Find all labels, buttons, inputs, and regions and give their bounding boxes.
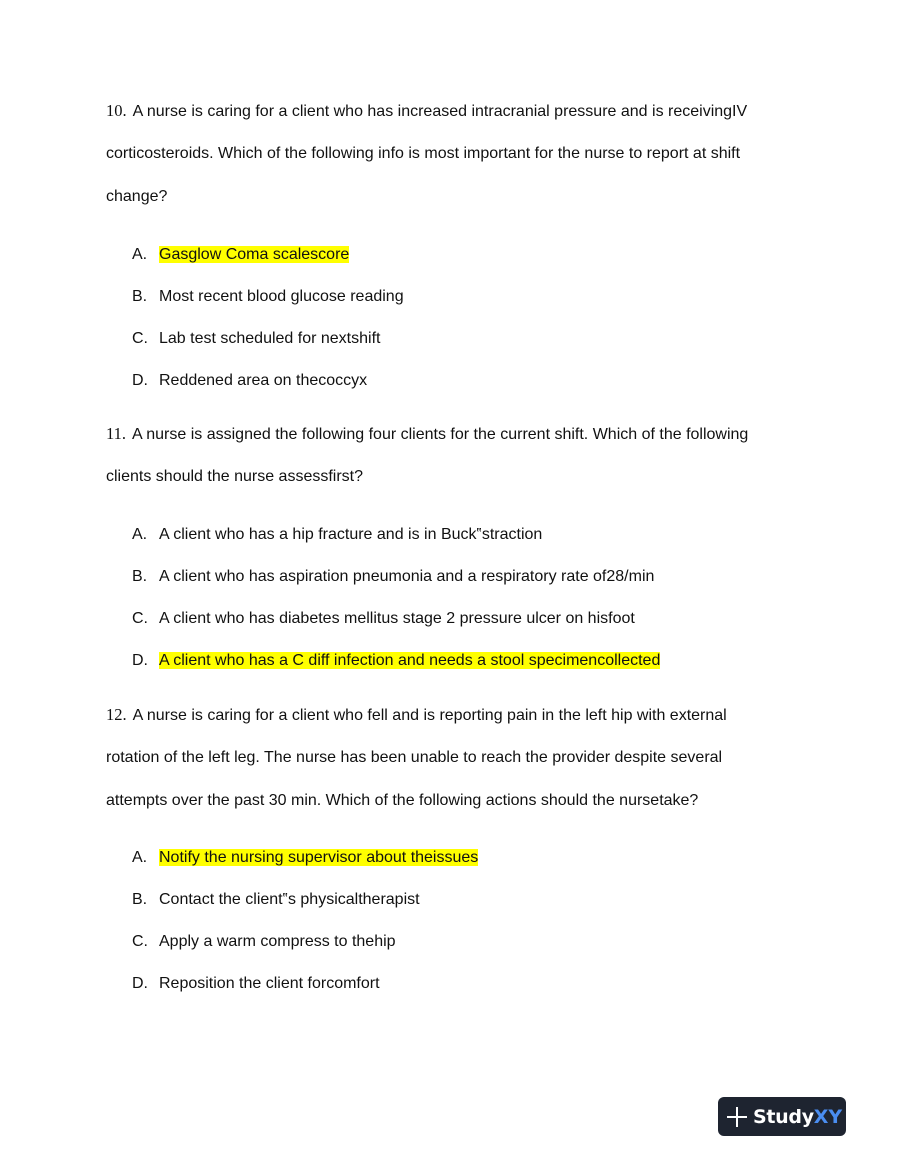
- question-12-option-b: [132, 890, 420, 910]
- question-11-option-b: [132, 567, 654, 587]
- option-letter: B.: [132, 891, 148, 908]
- brand-name-accent: XY: [813, 1105, 843, 1128]
- question-11-option-d: [132, 651, 660, 671]
- question-10-line-2: corticosteroids. Which of the following info is most important for the nurse to report at shift: [106, 145, 741, 162]
- option-text: A client who has diabetes mellitus stage 2 pressure ulcer on hisfoot: [159, 610, 635, 627]
- option-letter: C.: [132, 330, 148, 347]
- question-10-option-c: [132, 329, 380, 349]
- option-text: Apply a warm compress to thehip: [159, 933, 396, 950]
- option-text: A client who has aspiration pneumonia and a respiratory rate of28/min: [159, 568, 655, 585]
- option-text: A client who has a hip fracture and is in Buck‟straction: [159, 526, 543, 543]
- option-letter: C.: [132, 610, 148, 627]
- question-10-line-3: change?: [106, 188, 168, 205]
- option-text: Reddened area on thecoccyx: [159, 372, 368, 389]
- option-letter: A.: [132, 246, 148, 263]
- question-11-option-c: [132, 609, 635, 629]
- option-letter: B.: [132, 288, 148, 305]
- option-letter: A.: [132, 526, 148, 543]
- question-number: 12.: [106, 705, 127, 724]
- option-letter: D.: [132, 975, 148, 992]
- option-text: Contact the client‟s physicaltherapist: [159, 891, 420, 908]
- question-12-option-a: [132, 848, 478, 868]
- studyxy-badge[interactable]: [718, 1097, 846, 1136]
- option-text-highlighted: Notify the nursing supervisor about theissues: [159, 849, 479, 866]
- question-text: A nurse is assigned the following four clients for the current shift. Which of the following: [132, 426, 749, 443]
- option-letter: B.: [132, 568, 148, 585]
- question-12-option-d: [132, 974, 380, 994]
- brand-name: Study: [753, 1105, 814, 1128]
- option-letter: A.: [132, 849, 148, 866]
- question-10-option-b: [132, 287, 404, 307]
- question-number: 11.: [106, 424, 127, 443]
- question-12-line-3: attempts over the past 30 min. Which of the following actions should the nursetake?: [106, 792, 699, 809]
- question-12-option-c: [132, 932, 396, 952]
- question-11-line-2: clients should the nurse assessfirst?: [106, 468, 364, 485]
- option-text-highlighted: Gasglow Coma scalescore: [159, 246, 350, 263]
- option-letter: D.: [132, 372, 148, 389]
- question-text: A nurse is caring for a client who has increased intracranial pressure and is receivingIV: [132, 103, 748, 120]
- option-letter: C.: [132, 933, 148, 950]
- option-text: Reposition the client forcomfort: [159, 975, 380, 992]
- option-text: Lab test scheduled for nextshift: [159, 330, 381, 347]
- question-10-option-d: [132, 371, 367, 391]
- question-10-line-1: [106, 101, 747, 122]
- question-12-line-2: rotation of the left leg. The nurse has been unable to reach the provider despite several: [106, 749, 723, 766]
- question-number: 10.: [106, 101, 127, 120]
- option-letter: D.: [132, 652, 148, 669]
- plus-icon: [726, 1106, 748, 1128]
- question-10-option-a: [132, 245, 349, 265]
- question-text: A nurse is caring for a client who fell and is reporting pain in the left hip with external: [132, 707, 727, 724]
- option-text-highlighted: A client who has a C diff infection and needs a stool specimencollected: [159, 652, 661, 669]
- question-12-line-1: [106, 705, 727, 726]
- option-text: Most recent blood glucose reading: [159, 288, 404, 305]
- question-11-option-a: [132, 525, 542, 545]
- question-11-line-1: [106, 424, 748, 445]
